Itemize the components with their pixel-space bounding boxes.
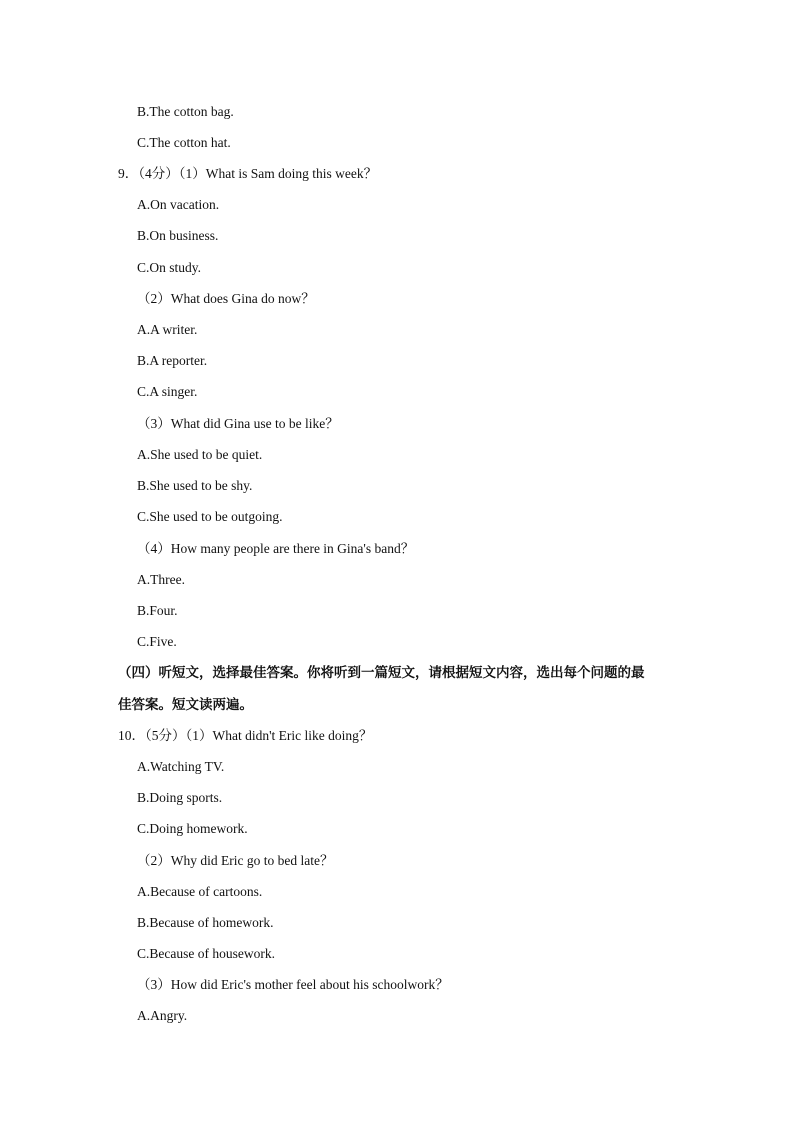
q9-3-option-b: B.She used to be shy. <box>137 478 253 493</box>
q10-2-option-b: B.Because of homework. <box>137 915 274 930</box>
q9-3-option-c: C.She used to be outgoing. <box>137 509 283 524</box>
q9-1-option-a: A.On vacation. <box>137 197 220 212</box>
q8-option-b: B.The cotton bag. <box>137 104 234 119</box>
section-4-heading-line-2: 佳答案。短文读两遍。 <box>118 697 253 713</box>
q10-1-option-c: C.Doing homework. <box>137 821 248 836</box>
q9-4-option-c: C.Five. <box>137 634 177 649</box>
q9-2-question: （2）What does Gina do now？ <box>137 291 315 306</box>
q10-2-option-a: A.Because of cartoons. <box>137 884 263 899</box>
q10-2-question: （2）Why did Eric go to bed late？ <box>137 853 334 868</box>
q10-1-option-b: B.Doing sports. <box>137 790 223 805</box>
q8-option-c: C.The cotton hat. <box>137 135 231 150</box>
q10-3-option-a: A.Angry. <box>137 1008 188 1023</box>
section-4-heading-line-1: （四）听短文，选择最佳答案。你将听到一篇短文，请根据短文内容，选出每个问题的最 <box>118 665 645 681</box>
q10-2-option-c: C.Because of housework. <box>137 946 275 961</box>
q9-stem: 9．（4分）（1）What is Sam doing this week？ <box>118 166 378 181</box>
q9-1-option-c: C.On study. <box>137 260 202 275</box>
q9-2-option-c: C.A singer. <box>137 384 198 399</box>
q10-stem: 10．（5分）（1）What didn't Eric like doing？ <box>118 728 373 743</box>
q9-3-option-a: A.She used to be quiet. <box>137 447 263 462</box>
q9-4-option-a: A.Three. <box>137 572 185 587</box>
q9-4-question: （4）How many people are there in Gina's band？ <box>137 541 415 556</box>
q10-1-option-a: A.Watching TV. <box>137 759 225 774</box>
q9-4-option-b: B.Four. <box>137 603 178 618</box>
q9-3-question: （3）What did Gina use to be like？ <box>137 416 339 431</box>
q10-3-question: （3）How did Eric's mother feel about his schoolwork？ <box>137 977 449 992</box>
q9-2-option-b: B.A reporter. <box>137 353 208 368</box>
q9-2-option-a: A.A writer. <box>137 322 198 337</box>
q9-1-option-b: B.On business. <box>137 228 219 243</box>
